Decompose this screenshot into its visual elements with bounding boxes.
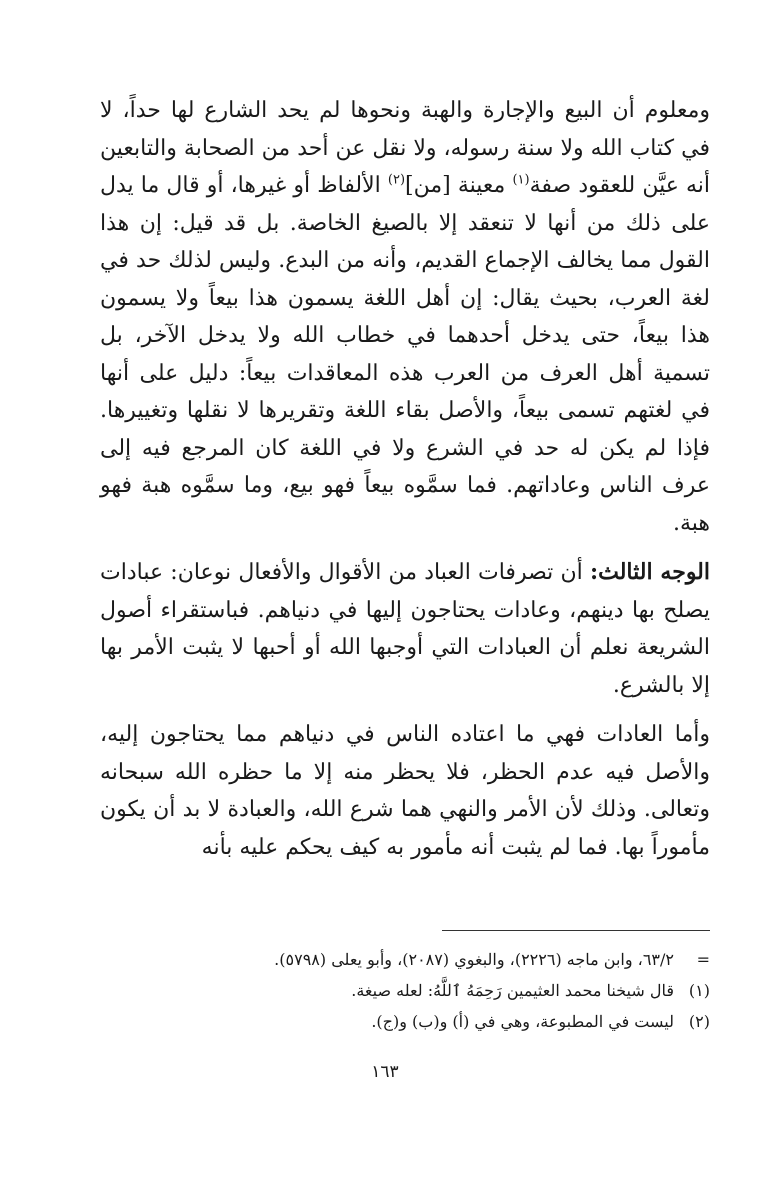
footnote-ref-2[interactable]: (٢) [387,172,406,188]
paragraph-1-text-a: ومعلوم أن البيع والإجارة والهبة ونحوها لم يحد الشارع لها حداً، لا في كتاب الله ولا سنة رسوله، ولا نقل عن أحد من الصحابة والتابعين أنه عيَّن للعقود صفة [100,98,711,198]
footnote-2 [100,1006,710,1037]
section-heading: الوجه الثالث: [589,559,710,585]
paragraph-1-text-b: معينة [من] [405,173,513,198]
paragraph-2-text: أن تصرفات العباد من الأقوال والأفعال نوعان: عبادات يصلح بها دينهم، وعادات يحتاجون إليها في دنياهم. فباستقراء أصول الشريعة نعلم أن العبادات التي أوجبها الله أو أحبها لا يثبت الأمر بها إلا بالشرع. [100,560,710,698]
page-body [100,92,710,866]
footnote-1 [100,975,710,1006]
paragraph-3-text: وأما العادات فهي ما اعتاده الناس في دنياهم مما يحتاجون إليه، والأصل فيه عدم الحظر، فلا يحظر منه إلا ما حظره الله سبحانه وتعالى. وذلك لأن الأمر والنهي هما شرع الله، والعبادة لا بد أن يكون مأموراً بها. فما لم يثبت أنه مأمور به كيف يحكم عليه بأنه [100,722,710,860]
paragraph-1-text-c: الألفاظ أو غيرها، أو قال ما يدل على ذلك من أنها لا تنعقد إلا بالصيغ الخاصة. بل قد قيل: إن هذا القول مما يخالف الإجماع القديم، وأنه من البدع. وليس لذلك حد في لغة العرب، بحيث يقال: إن أهل اللغة يسمون هذا بيعاً ولا يسمون هذا بيعاً، حتى يدخل أحدهما في خطاب الله ولا يدخل الآخر، بل تسمية أهل العرف من العرب هذه المعاقدات بيعاً: دليل على أنها في لغتهم تسمى بيعاً، والأصل بقاء اللغة وتقريرها لا نقلها وتغييرها. فإذا لم يكن له حد في الشرع ولا في اللغة كان المرجع فيه إلى عرف الناس وعاداتهم. فما سمَّوه بيعاً فهو بيع، وما سمَّوه هبة فهو هبة. [100,173,710,536]
footnote-continuation [100,944,710,975]
paragraph-2 [100,554,710,704]
footnote-text: قال شيخنا محمد العثيمين رَحِمَهُ ٱللَّهُ: لعله صيغة. [351,981,674,1000]
footnote-ref-1[interactable]: (١) [512,172,530,188]
footnote-text: ليست في المطبوعة، وهي في (أ) و(ب) و(ج). [371,1012,674,1031]
paragraph-3 [100,716,710,866]
page-number: ١٦٣ [371,1062,399,1082]
footnote-separator [442,930,710,931]
paragraph-1 [100,92,710,542]
footnote-mark: (١) [688,981,710,1000]
footnotes [100,944,710,1037]
footnote-text: ٦٣/٢، وابن ماجه (٢٢٢٦)، والبغوي (٢٠٨٧)، وأبو يعلى (٥٧٩٨). [274,950,674,969]
footnote-mark: (٢) [688,1012,710,1031]
footnote-mark: = [696,950,710,969]
